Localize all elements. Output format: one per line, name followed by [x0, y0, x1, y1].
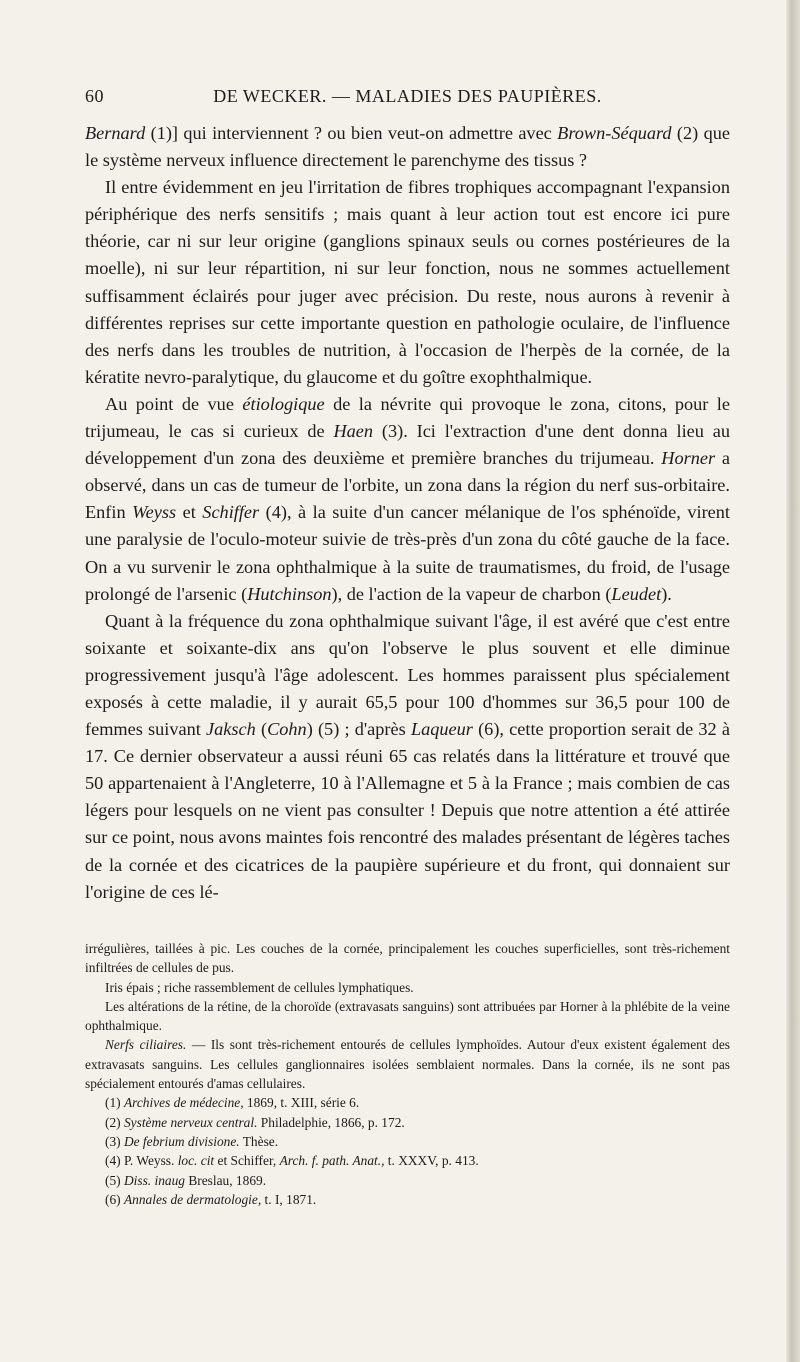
footnote-2	[85, 1113, 730, 1132]
emphasis: étiologique	[242, 393, 325, 414]
text-run: Quant à la fréquence du zona ophthalmique suivant l'âge, il est avéré que c'est entre soixante et soixante-dix ans qu'on l'observe le plus souvent et elle diminue progressivement jusqu'à l'âge adolescent. Les hommes paraissent plus spécialement exposés à cette maladie, il y aurait 65,5 pour 100 d'hommes sur 36,5 pour 100 de femmes suivant	[85, 610, 730, 740]
paragraph-3	[85, 391, 730, 608]
note-iris: Iris épais ; riche rassemblement de cellules lymphatiques.	[105, 979, 414, 995]
author-ref: Hutchinson	[247, 583, 332, 604]
citation-title: Arch. f. path. Anat.,	[279, 1153, 385, 1169]
text-run: (3)	[105, 1133, 124, 1149]
text-run: ).	[661, 583, 672, 604]
text-run: (4), à la suite d'un cancer mélanique de l'os sphénoïde, virent une paralysie de l'oculo-moteur suivie de très-près d'un zona du côté gauche de la face. On a vu survenir le zona ophthalmique à la suite de traumatismes, du froid, de l'usage prolongé de l'arsenic (	[85, 502, 730, 604]
text-run: Au point de vue	[105, 393, 243, 414]
footnote-5	[85, 1171, 730, 1190]
citation-title: Diss. inaug	[123, 1172, 185, 1188]
note-retina: Les altérations de la rétine, de la choroïde (extravasats sanguins) sont attribuées par Horner à la phlébite de la veine ophthalmique.	[85, 998, 730, 1034]
footnotes	[85, 939, 730, 1209]
author-ref: Cohn	[267, 719, 307, 740]
author-ref: Haen	[333, 421, 374, 442]
text-run: (2)	[105, 1114, 124, 1130]
text-run: (1)	[105, 1095, 124, 1111]
author-ref: Weyss	[132, 502, 177, 523]
text-run: et	[176, 502, 203, 523]
text-run: Breslau, 1869.	[184, 1172, 267, 1188]
author-ref: Leudet	[611, 583, 662, 604]
text-run: a observé, dans un cas de tumeur de l'orbite, un zona dans la région du nerf sus-orbitaire. Enfin	[85, 448, 730, 523]
citation-title: loc. cit	[177, 1153, 215, 1169]
author-ref: Laqueur	[410, 719, 473, 740]
text-run: Thèse.	[239, 1133, 279, 1149]
footnote-3	[85, 1132, 730, 1151]
text-run: 1869, t. XIII, série 6.	[243, 1095, 360, 1111]
text-run: (	[255, 719, 268, 740]
text-run: (6), cette proportion serait de 32 à 17. Ce dernier observateur a aussi réuni 65 cas relatés dans la littérature et trouvé que 50 appartenaient à l'Angleterre, 10 à l'Allemagne et 5 à la France ; mais combien de cas légers pour lesquels on ne vient pas consulter ! Depuis que notre attention a été attirée sur ce point, nous avons maintes fois rencontré des malades présentant de légères taches de la cornée et des cicatrices de la paupière supérieure et du front, qui donnaient sur l'origine de ces lé-	[85, 719, 730, 902]
text-run: ), de l'action de la vapeur de charbon (	[331, 583, 612, 604]
text-run: (4) P. Weyss.	[105, 1153, 178, 1169]
text-run: (2) que le système nerveux influence directement le parenchyme des tissus ?	[85, 123, 730, 171]
text-run: (1)] qui interviennent ? ou bien veut-on admettre avec	[145, 123, 558, 143]
author-ref: Bernard	[85, 123, 146, 143]
citation-title: De febrium divisione.	[123, 1133, 240, 1149]
author-ref: Jaksch	[206, 719, 256, 740]
paragraph-2: Il entre évidemment en jeu l'irritation de fibres trophiques accompagnant l'expansion périphérique des nerfs sensitifs ; mais quant à leur action tout est encore ici pure théorie, car ni sur leur origine (ganglions spinaux seuls ou cornes postérieures de la moelle), ni sur leur répartition, ni sur leur fonction, nous ne sommes actuellement suffisamment éclairés pour juger avec précision. Du reste, nous aurons à revenir à différentes reprises sur cette importante question en pathologie oculaire, de l'influence des nerfs dans les troubles de nutrition, à l'occasion de l'herpès de la cornée, de la kératite nevro-paralytique, du glaucome et du goître exophthalmique.	[85, 177, 730, 387]
text-run: t. XXXV, p. 413.	[384, 1153, 479, 1169]
note-ciliary	[85, 1035, 730, 1093]
author-ref: Horner	[661, 448, 716, 469]
paragraph-1	[85, 120, 730, 174]
citation-title: Archives de médecine,	[123, 1095, 244, 1111]
citation-title: Annales de dermatologie,	[123, 1191, 262, 1207]
note-continuation: irrégulières, taillées à pic. Les couches de la cornée, principalement les couches superficielles, sont très-richement infiltrées de cellules de pus.	[85, 941, 730, 976]
text-run: — Ils sont très-richement entourés de cellules lymphoïdes. Autour d'eux existent également des extravasats sanguins. Les cellules ganglionnaires isolées semblaient normales. Dans la cornée, ils ne sont pas spécialement entourés d'amas cellulaires.	[85, 1037, 730, 1092]
note-heading: Nerfs ciliaires.	[105, 1037, 187, 1053]
footnote-1	[85, 1093, 730, 1112]
text-run: et Schiffer,	[214, 1153, 280, 1169]
citation-title: Système nerveux central.	[123, 1114, 258, 1130]
running-title: DE WECKER. — MALADIES DES PAUPIÈRES.	[213, 86, 602, 106]
text-run: Philadelphie, 1866, p. 172.	[257, 1114, 405, 1130]
author-ref: Schiffer	[202, 502, 260, 523]
text-run: de la névrite qui provoque le zona, citons, pour le trijumeau, le cas si curieux de	[85, 393, 730, 442]
text-run: (6)	[105, 1191, 124, 1207]
page-edge	[786, 0, 800, 1362]
text-run: (5)	[105, 1172, 124, 1188]
author-ref: Brown-Séquard	[557, 123, 672, 143]
footnote-6	[85, 1190, 730, 1209]
paragraph-4	[85, 608, 730, 906]
running-header	[85, 86, 730, 112]
main-text	[85, 120, 730, 906]
text-run: (3). Ici l'extraction d'une dent donna lieu au développement d'un zona des deuxième et première branches du trijumeau.	[85, 421, 730, 469]
footnote-4	[85, 1151, 730, 1170]
text-run: ) (5) ; d'après	[306, 719, 411, 740]
page-number: 60	[85, 86, 104, 106]
text-run: t. I, 1871.	[261, 1191, 317, 1207]
